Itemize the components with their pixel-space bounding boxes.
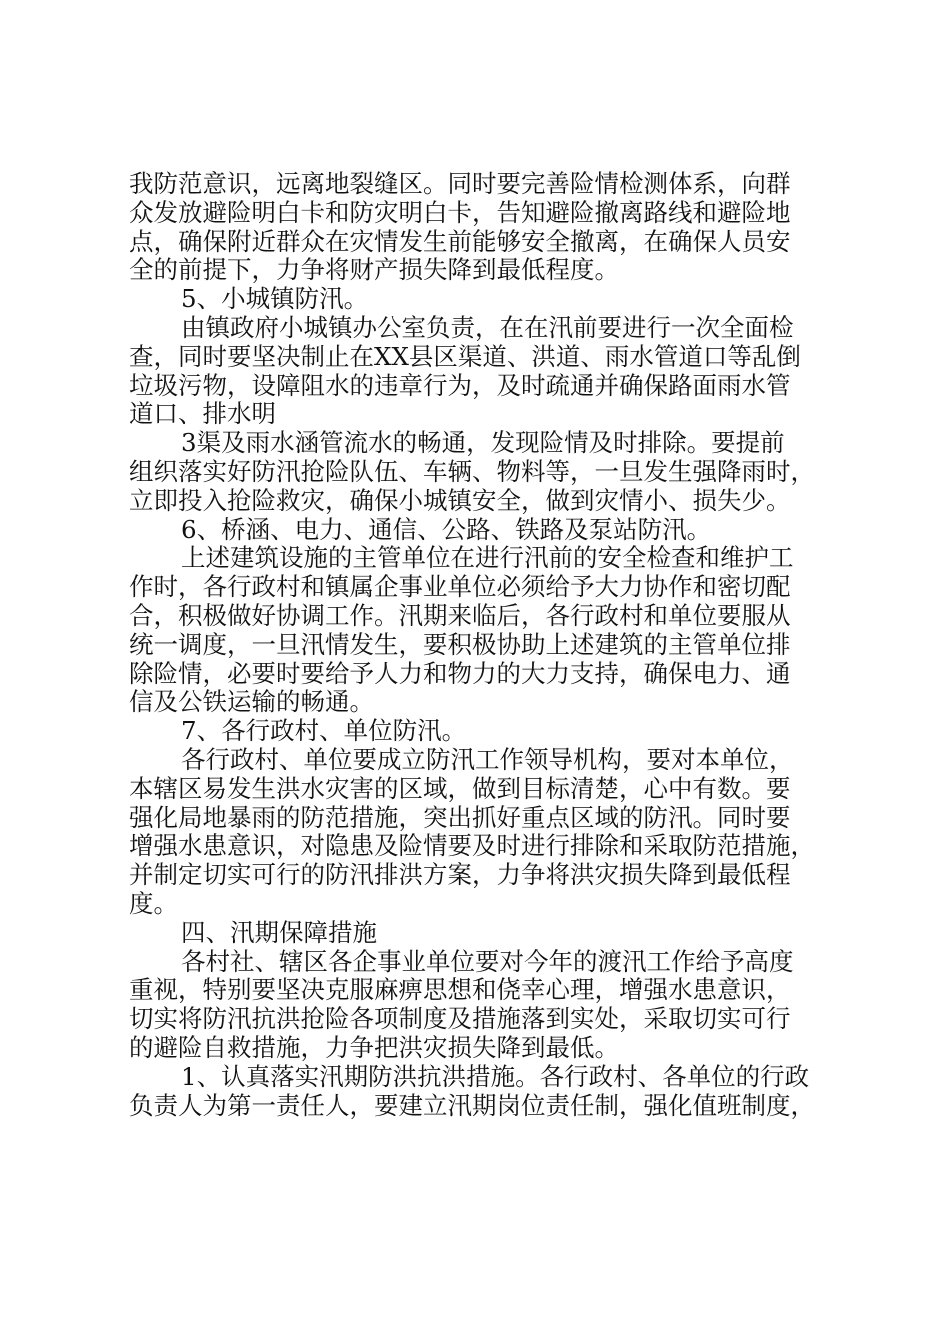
text-line: 道口、排水明 bbox=[129, 400, 276, 429]
text-line: 度。 bbox=[129, 889, 178, 918]
text-line: 由镇政府小城镇办公室负责，在在汛前要进行一次全面检 bbox=[181, 313, 794, 342]
section-heading: 四、汛期保障措施 bbox=[181, 918, 377, 947]
text-line: 各村社、辖区各企事业单位要对今年的渡汛工作给予高度 bbox=[181, 947, 794, 976]
text-line: 1、认真落实汛期防洪抗洪措施。各行政村、各单位的行政 bbox=[181, 1062, 810, 1091]
text-line: 切实将防汛抗洪抢险各项制度及措施落到实处，采取切实可行 bbox=[129, 1005, 791, 1034]
section-heading: 6、桥涵、电力、通信、公路、铁路及泵站防汛。 bbox=[181, 515, 712, 544]
text-line: 除险情，必要时要给予人力和物力的大力支持，确保电力、通 bbox=[129, 659, 791, 688]
text-line: 众发放避险明白卡和防灾明白卡，告知避险撤离路线和避险地 bbox=[129, 198, 791, 227]
text-line: 组织落实好防汛抢险队伍、车辆、物料等，一旦发生强降雨时， bbox=[129, 457, 815, 486]
text-line: 强化局地暴雨的防范措施，突出抓好重点区域的防汛。同时要 bbox=[129, 803, 791, 832]
text-line: 点，确保附近群众在灾情发生前能够安全撤离，在确保人员安 bbox=[129, 227, 791, 256]
text-line: 3渠及雨水涵管流水的畅通，发现险情及时排除。要提前 bbox=[181, 429, 785, 458]
text-line: 各行政村、单位要成立防汛工作领导机构，要对本单位， bbox=[181, 745, 794, 774]
text-line: 查，同时要坚决制止在XX县区渠道、洪道、雨水管道口等乱倒 bbox=[129, 342, 801, 371]
text-line: 的避险自救措施，力争把洪灾损失降到最低。 bbox=[129, 1033, 619, 1062]
text-line: 统一调度，一旦汛情发生，要积极协助上述建筑的主管单位排 bbox=[129, 630, 791, 659]
section-heading: 5、小城镇防汛。 bbox=[181, 285, 369, 314]
text-line: 增强水患意识，对隐患及险情要及时进行排除和采取防范措施， bbox=[129, 832, 815, 861]
text-line: 负责人为第一责任人，要建立汛期岗位责任制，强化值班制度， bbox=[129, 1091, 815, 1120]
text-line: 本辖区易发生洪水灾害的区域，做到目标清楚，心中有数。要 bbox=[129, 774, 791, 803]
text-line: 作时，各行政村和镇属企事业单位必须给予大力协作和密切配 bbox=[129, 573, 791, 602]
text-line: 我防范意识，远离地裂缝区。同时要完善险情检测体系，向群 bbox=[129, 170, 791, 198]
text-line: 垃圾污物，设障阻水的违章行为，及时疏通并确保路面雨水管 bbox=[129, 371, 791, 400]
text-line: 并制定切实可行的防汛排洪方案，力争将洪灾损失降到最低程 bbox=[129, 861, 791, 890]
text-line: 立即投入抢险救灾，确保小城镇安全，做到灾情小、损失少。 bbox=[129, 486, 791, 515]
text-line: 合，积极做好协调工作。汛期来临后，各行政村和单位要服从 bbox=[129, 601, 791, 630]
text-line: 信及公铁运输的畅通。 bbox=[129, 688, 374, 717]
text-line: 重视，特别要坚决克服麻痹思想和侥幸心理，增强水患意识， bbox=[129, 976, 791, 1005]
section-heading: 7、各行政村、单位防汛。 bbox=[181, 717, 467, 746]
text-line: 上述建筑设施的主管单位在进行汛前的安全检查和维护工 bbox=[181, 544, 794, 573]
document-body bbox=[129, 170, 829, 1120]
text-line: 全的前提下，力争将财产损失降到最低程度。 bbox=[129, 256, 619, 285]
